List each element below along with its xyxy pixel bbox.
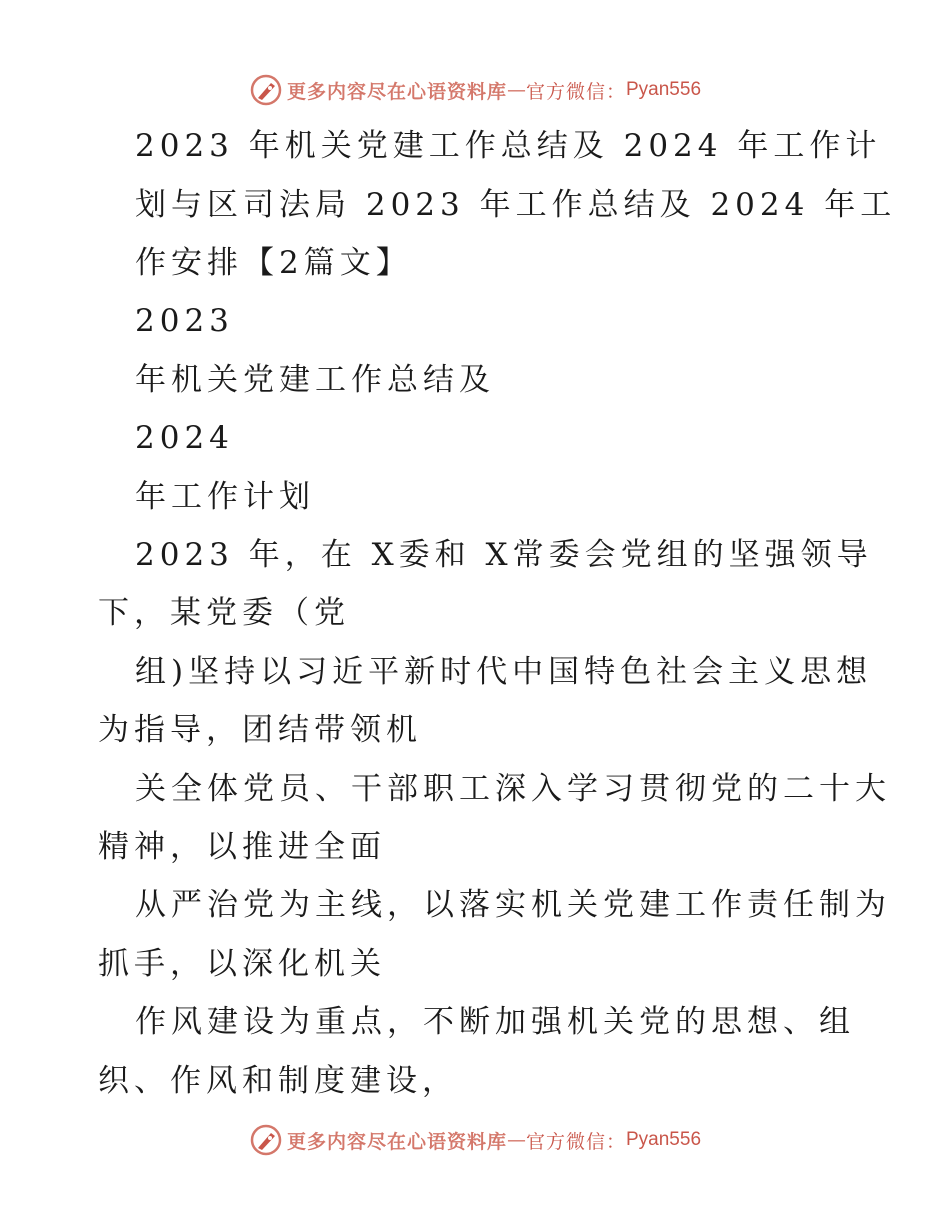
paragraph-line: 作风建设为重点，不断加强机关党的思想、组 [135, 1004, 855, 1040]
footer-watermark-banner [0, 1120, 950, 1160]
heading-year-2023: 2023 [135, 303, 234, 339]
heading-year-2024: 2024 [135, 420, 234, 456]
official-label: 官方微信： [525, 1130, 626, 1153]
paragraph-line: 从严治党为主线，以落实机关党建工作责任制为 [135, 887, 891, 923]
brand-text: 更多内容尽在心语资料库 [286, 80, 507, 103]
paragraph-line: 关全体党员、干部职工深入学习贯彻党的二十大 [135, 771, 891, 807]
wechat-id: Pyan556 [626, 1129, 702, 1150]
official-label: 官方微信： [525, 80, 626, 103]
pen-logo-icon [249, 73, 283, 107]
wechat-id: Pyan556 [626, 79, 702, 100]
paragraph-line: 为指导，团结带领机 [98, 712, 422, 748]
banner-separator: — [506, 1129, 526, 1151]
header-watermark-banner [0, 70, 950, 110]
title-line-2: 划与区司法局 2023 年工作总结及 2024 年工 [135, 187, 897, 223]
title-line-1: 2023 年机关党建工作总结及 2024 年工作计 [135, 128, 882, 164]
paragraph-line: 组)坚持以习近平新时代中国特色社会主义思想 [135, 654, 873, 690]
paragraph-line: 2023 年，在 X委和 X常委会党组的坚强领导 [135, 537, 873, 573]
brand-text: 更多内容尽在心语资料库 [286, 1130, 507, 1153]
title-line-3: 作安排【2篇文】 [135, 245, 412, 281]
pen-logo-icon [249, 1123, 283, 1157]
paragraph-line: 织、作风和制度建设， [98, 1063, 458, 1099]
paragraph-line: 抓手，以深化机关 [98, 946, 386, 982]
paragraph-line: 下，某党委（党 [98, 595, 350, 631]
paragraph-line: 精神，以推进全面 [98, 829, 386, 865]
heading-summary: 年机关党建工作总结及 [135, 362, 495, 398]
heading-plan: 年工作计划 [135, 479, 315, 515]
banner-separator: — [506, 79, 526, 101]
